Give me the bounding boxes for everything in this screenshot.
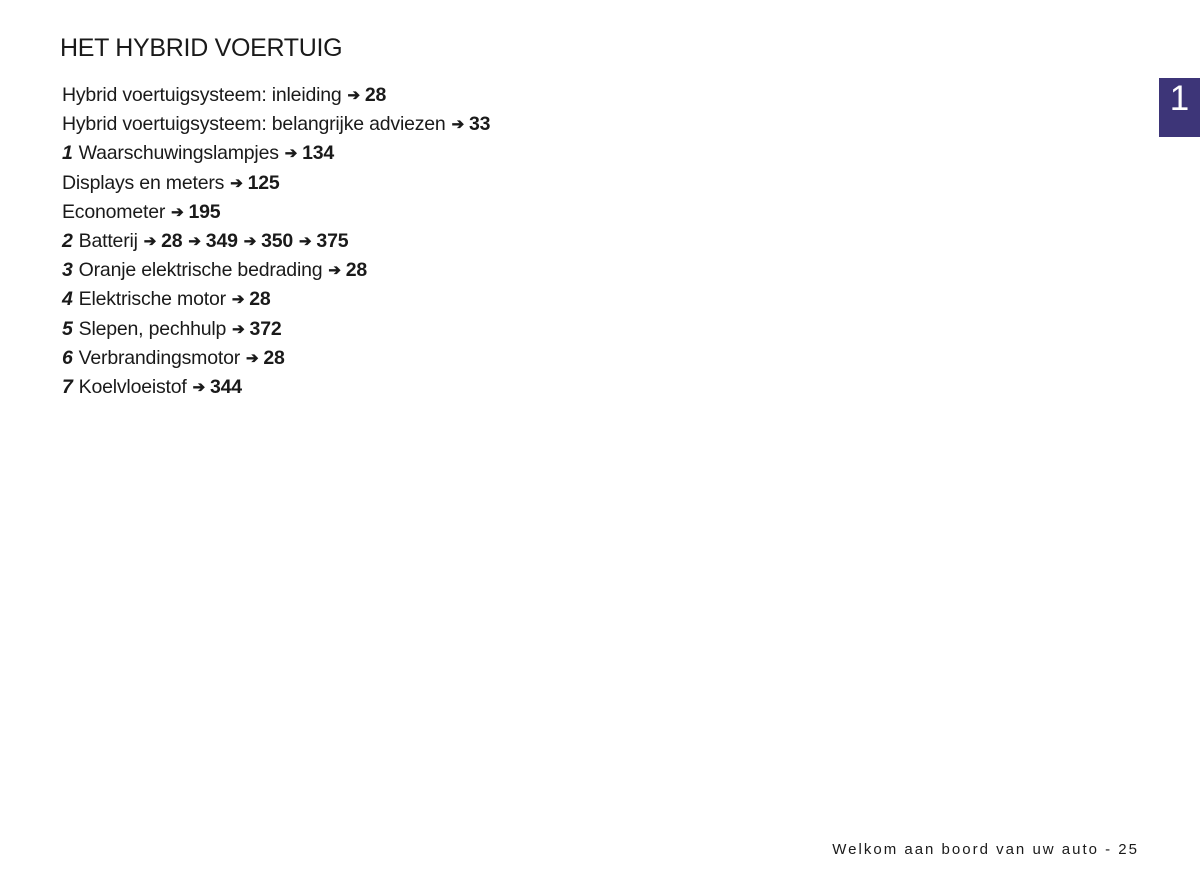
page-footer: Welkom aan boord van uw auto - 25 <box>832 841 1139 858</box>
page-reference-link[interactable]: 28 <box>263 346 285 369</box>
page-reference-link[interactable]: 134 <box>302 142 335 165</box>
entry-number: 4 <box>62 288 73 311</box>
page-reference-link[interactable]: 350 <box>261 229 294 252</box>
page-reference-link[interactable]: 28 <box>345 259 368 282</box>
entry-number: 5 <box>62 317 73 340</box>
entry-label: Oranje elektrische bedrading <box>78 259 323 282</box>
page-reference-link[interactable]: 125 <box>247 171 280 194</box>
page-reference-link[interactable]: 33 <box>468 113 491 136</box>
page-reference-link[interactable]: 372 <box>249 317 282 340</box>
entry-label: Koelvloeistof <box>78 375 187 398</box>
index-entry <box>62 285 490 314</box>
page-reference-link[interactable]: 349 <box>205 229 238 252</box>
page-reference-link[interactable]: 28 <box>364 84 387 106</box>
right-arrow-icon: ➔ <box>451 116 464 134</box>
right-arrow-icon: ➔ <box>188 232 201 250</box>
right-arrow-icon: ➔ <box>347 87 360 104</box>
index-entry <box>62 373 490 402</box>
index-entry <box>62 198 490 227</box>
index-entry <box>62 81 490 110</box>
entry-number: 6 <box>62 346 73 369</box>
entry-label: Displays en meters <box>62 171 225 194</box>
index-entry <box>62 110 490 139</box>
right-arrow-icon: ➔ <box>299 232 312 250</box>
index-entry <box>62 227 490 256</box>
index-entry <box>62 315 490 344</box>
right-arrow-icon: ➔ <box>192 378 205 396</box>
index-entry <box>62 139 490 168</box>
right-arrow-icon: ➔ <box>284 145 298 163</box>
page-title: HET HYBRID VOERTUIG <box>60 34 343 62</box>
index-entry <box>62 256 490 285</box>
index-entry <box>62 169 490 198</box>
entry-label: Slepen, pechhulp <box>78 317 227 340</box>
entry-label: Econometer <box>62 200 166 223</box>
right-arrow-icon: ➔ <box>171 203 184 221</box>
page-reference-link[interactable]: 344 <box>210 375 242 398</box>
chapter-tab: 1 <box>1159 78 1200 137</box>
page-reference-link[interactable]: 195 <box>188 200 221 223</box>
entry-label: Verbrandingsmotor <box>78 346 241 369</box>
entry-label: Hybrid voertuigsysteem: belangrijke adviezen <box>62 113 446 136</box>
page-reference-link[interactable]: 375 <box>316 229 349 252</box>
entry-label: Hybrid voertuigsysteem: inleiding <box>62 84 342 106</box>
entry-number: 7 <box>62 375 73 398</box>
entry-number: 2 <box>62 229 73 252</box>
page-reference-link[interactable]: 28 <box>249 288 271 311</box>
entry-label: Batterij <box>78 229 138 252</box>
right-arrow-icon: ➔ <box>232 320 245 338</box>
right-arrow-icon: ➔ <box>328 262 341 280</box>
entry-label: Elektrische motor <box>78 288 226 311</box>
right-arrow-icon: ➔ <box>143 232 157 250</box>
entry-number: 3 <box>62 259 73 282</box>
page-reference-link[interactable]: 28 <box>161 229 183 252</box>
right-arrow-icon: ➔ <box>243 232 257 250</box>
index-entry <box>62 344 490 373</box>
right-arrow-icon: ➔ <box>231 291 245 309</box>
right-arrow-icon: ➔ <box>246 349 259 367</box>
entry-number: 1 <box>62 142 73 165</box>
entry-label: Waarschuwingslampjes <box>78 142 279 165</box>
right-arrow-icon: ➔ <box>230 174 243 192</box>
index-list <box>62 81 490 402</box>
